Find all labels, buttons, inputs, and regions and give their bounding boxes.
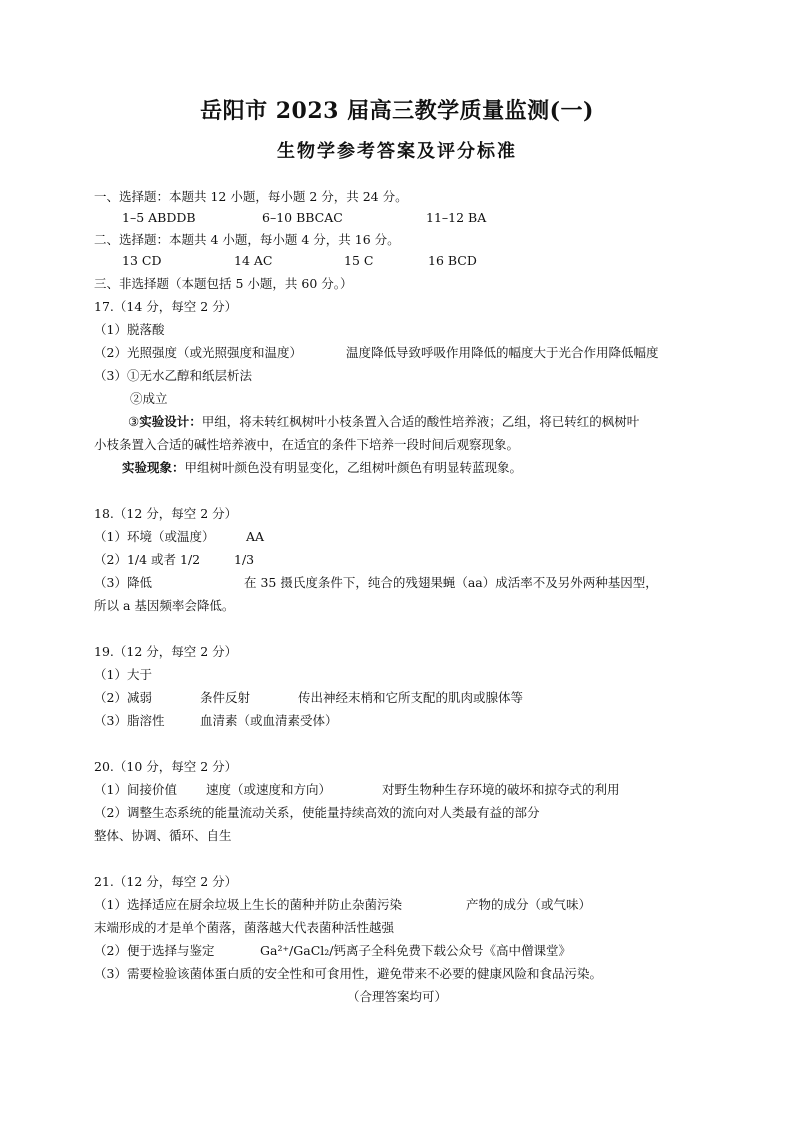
q17-line-3: （3）①无水乙醇和纸层析法	[94, 368, 252, 383]
q20-line-1c: 对野生物种生存环境的破坏和掠夺式的利用	[382, 782, 620, 797]
q20-line-1b: 速度（或速度和方向）	[206, 782, 332, 797]
q17-line-2b: 温度降低导致呼吸作用降低的幅度大于光合作用降低幅度	[346, 345, 659, 360]
q18-line-2b: 1/3	[234, 552, 255, 567]
q18-header: 18.（12 分，每空 2 分）	[94, 506, 238, 521]
section-2-heading: 二、选择题：本题共 4 小题，每小题 4 分，共 16 分。	[94, 232, 400, 247]
q21-line-4: （3）需要检验该菌体蛋白质的安全性和可食用性，避免带来不必要的健康风险和食品污染。	[94, 966, 602, 981]
q18-line-2a: （2）1/4 或者 1/2	[94, 552, 201, 567]
answer-group-1-5: 1–5 ABDDB	[122, 210, 196, 225]
q19-line-3b: 血清素（或血清素受体）	[200, 713, 338, 728]
q17-experiment-design-text: 甲组，将未转红枫树叶小枝条置入合适的酸性培养液；乙组，将已转红的枫树叶	[201, 414, 640, 429]
q17-line-5	[128, 414, 639, 430]
footer-note: （合理答案均可）	[346, 989, 447, 1004]
answer-16: 16 BCD	[428, 253, 477, 268]
q20-line-1a: （1）间接价值	[94, 782, 177, 797]
q19-line-2b: 条件反射	[200, 690, 251, 705]
answer-14: 14 AC	[234, 253, 273, 268]
section-2-answers	[122, 253, 477, 269]
q17-experiment-phenomenon-text: 甲组树叶颜色没有明显变化，乙组树叶颜色有明显转蓝现象。	[184, 460, 523, 475]
q17-line-1: （1）脱落酸	[94, 322, 165, 337]
q21-line-1a: （1）选择适应在厨余垃圾上生长的菌种并防止杂菌污染	[94, 897, 402, 912]
q19-header: 19.（12 分，每空 2 分）	[94, 644, 238, 659]
q20-header: 20.（10 分，每空 2 分）	[94, 759, 238, 774]
q21-line-1	[94, 897, 591, 913]
answer-15: 15 C	[344, 253, 374, 268]
q18-line-3	[94, 575, 658, 591]
q18-line-1b: AA	[246, 529, 265, 544]
q18-line-1	[94, 529, 264, 545]
q17-line-2a: （2）光照强度（或光照强度和温度）	[94, 345, 302, 360]
q21-line-3a: （2）便于选择与鉴定	[94, 943, 215, 958]
q19-line-2	[94, 690, 523, 706]
q20-line-1	[94, 782, 620, 798]
q17-line-2	[94, 345, 659, 361]
document-title: 岳阳市 2023 届高三教学质量监测(一)	[200, 98, 594, 124]
q17-line-7	[122, 460, 522, 476]
q21-line-3b: Ga²⁺/GaCl₂/钙离子全科免费下载公众号《高中僧课堂》	[260, 943, 571, 958]
answer-group-11-12: 11–12 BA	[426, 210, 487, 225]
q18-line-3a: （3）降低	[94, 575, 152, 590]
q18-line-1a: （1）环境（或温度）	[94, 529, 215, 544]
q18-line-3b: 在 35 摄氏度条件下，纯合的残翅果蝇（aa）成活率不及另外两种基因型，	[244, 575, 658, 590]
q20-line-2: （2）调整生态系统的能量流动关系，使能量持续高效的流向对人类最有益的部分	[94, 805, 540, 820]
section-1-answers	[122, 210, 486, 226]
answer-group-6-10: 6–10 BBCAC	[262, 210, 343, 225]
q19-line-2c: 传出神经末梢和它所支配的肌肉或腺体等	[298, 690, 524, 705]
q20-line-3: 整体、协调、循环、自生	[94, 828, 232, 843]
answer-13: 13 CD	[122, 253, 162, 268]
q17-experiment-design-label: 实验设计：	[139, 414, 202, 429]
section-3-heading: 三、非选择题（本题包括 5 小题，共 60 分。）	[94, 276, 353, 291]
q19-line-1: （1）大于	[94, 667, 152, 682]
q18-line-2	[94, 552, 254, 568]
q17-line-5-prefix: ③	[128, 414, 140, 429]
q19-line-3a: （3）脂溶性	[94, 713, 165, 728]
q17-line-4: ②成立	[130, 391, 168, 406]
document-subtitle: 生物学参考答案及评分标准	[277, 141, 517, 162]
q21-line-1b: 产物的成分（或气味）	[466, 897, 592, 912]
q17-header: 17.（14 分，每空 2 分）	[94, 299, 238, 314]
q18-line-4: 所以 a 基因频率会降低。	[94, 598, 235, 613]
section-1-heading: 一、选择题：本题共 12 小题，每小题 2 分，共 24 分。	[94, 189, 408, 204]
q19-line-3	[94, 713, 338, 729]
q17-line-6: 小枝条置入合适的碱性培养液中，在适宜的条件下培养一段时间后观察现象。	[94, 437, 520, 452]
q19-line-2a: （2）减弱	[94, 690, 152, 705]
q21-header: 21.（12 分，每空 2 分）	[94, 874, 238, 889]
q21-line-2: 末端形成的才是单个菌落，菌落越大代表菌种活性越强	[94, 920, 395, 935]
q17-experiment-phenomenon-label: 实验现象：	[122, 460, 185, 475]
q21-line-3	[94, 943, 571, 959]
